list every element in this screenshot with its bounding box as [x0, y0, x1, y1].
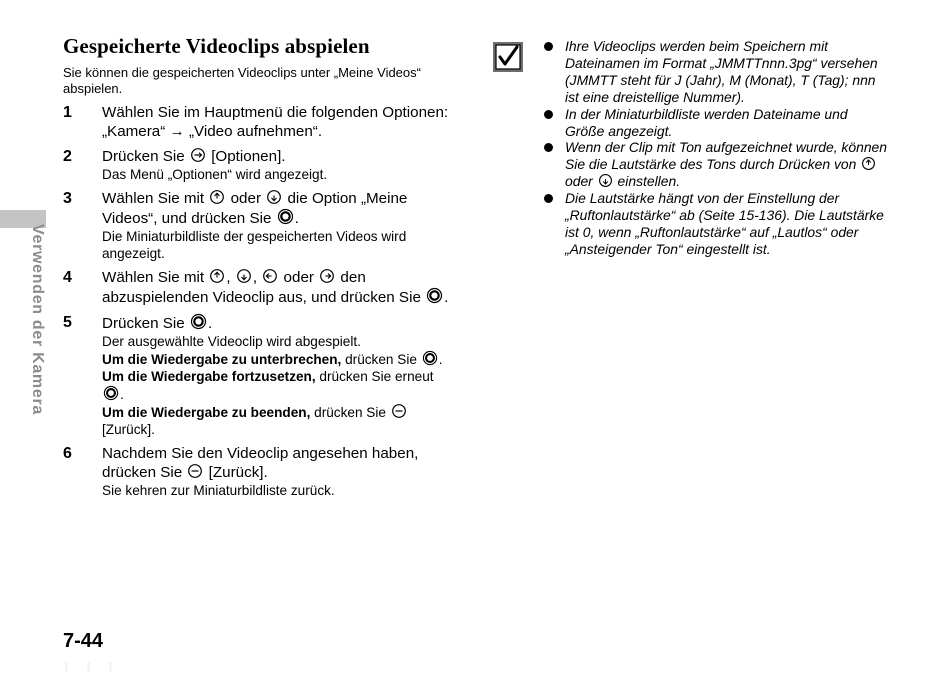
step-4-text-d: oder — [283, 269, 314, 286]
step-1-menu-kamera: „Kamera“ — [102, 123, 166, 140]
page-number: 7-44 — [63, 630, 104, 652]
note-item — [544, 106, 889, 140]
step-5 — [63, 313, 468, 438]
stop-heading: Um die Wiedergabe zu beenden, — [102, 405, 311, 420]
step-4-text-a: Wählen Sie mit — [102, 269, 205, 286]
step-1-line1: Wählen Sie im Hauptmenü die folgenden Optionen: — [102, 104, 449, 121]
step-number: 4 — [63, 269, 72, 286]
step-3-text-a: Wählen Sie mit — [102, 190, 205, 207]
step-5-text-b: . — [207, 315, 213, 332]
step-4-text-f: abzuspielenden Videoclip aus, und drücken Sie — [102, 289, 421, 306]
step-number: 1 — [63, 104, 72, 121]
bleed-through-marks: ı ı ı — [64, 656, 120, 676]
step-1-text — [102, 103, 468, 141]
note-3-text-b: oder — [565, 173, 593, 190]
nav-right-icon — [319, 268, 335, 284]
resume-heading: Um die Wiedergabe fortzusetzen, — [102, 369, 316, 384]
step-6-result: Sie kehren zur Miniaturbildliste zurück. — [102, 483, 335, 498]
step-4-comma: , — [252, 269, 258, 286]
left-softkey-icon — [187, 463, 203, 479]
step-6-text-c: [Zurück]. — [208, 464, 268, 481]
step-4 — [63, 268, 468, 307]
pause-text: drücken Sie — [345, 352, 417, 367]
step-6-text-b: drücken Sie — [102, 464, 183, 481]
nav-down-icon — [598, 173, 613, 188]
center-key-icon — [277, 208, 294, 225]
intro-text: Sie können die gespeicherten Videoclips unter „Meine Videos“ abspielen. — [63, 65, 421, 96]
note-1-text: Ihre Videoclips werden beim Speichern mit Dateinamen im Format „JMMTTnnn.3pg“ versehen (JMMTT steht für J (Jahr), M (Monat), T (Tag); nnn ist eine dreistellige Nummer). — [565, 38, 878, 105]
bullet-icon — [544, 110, 553, 119]
nav-up-icon — [209, 189, 225, 205]
step-3-text — [102, 189, 468, 228]
step-1 — [63, 103, 468, 141]
bullet-icon — [544, 143, 553, 152]
left-softkey-icon — [391, 403, 407, 419]
step-2-text-b: [Optionen]. — [211, 148, 286, 165]
bullet-icon — [544, 42, 553, 51]
nav-down-icon — [236, 268, 252, 284]
left-column — [63, 34, 468, 505]
step-4-text — [102, 268, 468, 307]
note-item — [544, 139, 889, 190]
note-3-text-c: einstellen. — [617, 173, 681, 190]
pause-end: . — [438, 352, 443, 367]
step-2-text — [102, 147, 468, 166]
step-3-text-d: Videos“, und drücken Sie — [102, 210, 272, 227]
note-2-text: In der Miniaturbildliste werden Dateiname und Größe angezeigt. — [565, 105, 848, 139]
step-number: 6 — [63, 445, 72, 462]
nav-down-icon — [266, 189, 282, 205]
step-6-text-a: Nachdem Sie den Videoclip angesehen haben, — [102, 445, 419, 462]
side-chapter-label: Verwenden der Kamera — [29, 224, 46, 415]
step-4-text-e: den — [340, 269, 366, 286]
note-item — [544, 190, 889, 258]
nav-up-icon — [209, 268, 225, 284]
step-3-text-e: . — [294, 210, 299, 227]
step-3-text-b: oder — [230, 190, 262, 207]
right-softkey-icon — [190, 147, 206, 163]
stop-end: [Zurück]. — [102, 422, 155, 437]
resume-text: drücken Sie erneut — [319, 369, 434, 384]
step-number: 5 — [63, 314, 72, 331]
center-key-icon — [103, 385, 119, 401]
step-2-result: Das Menü „Optionen“ wird angezeigt. — [102, 167, 328, 182]
step-3-text-c: die Option „Meine — [287, 190, 408, 207]
resume-end: . — [120, 387, 124, 402]
step-2-text-a: Drücken Sie — [102, 148, 185, 165]
step-6-text — [102, 444, 468, 482]
step-5-text — [102, 313, 468, 333]
center-key-icon — [426, 287, 443, 304]
bullet-icon — [544, 194, 553, 203]
nav-up-icon — [861, 156, 876, 171]
step-5-result — [102, 333, 468, 438]
step-2 — [63, 147, 468, 183]
page-title: Gespeicherte Videoclips abspielen — [63, 34, 370, 58]
step-5-sub1: Der ausgewählte Videoclip wird abgespielt. — [102, 334, 361, 349]
step-4-text-g: . — [444, 289, 449, 306]
notes-list — [544, 38, 889, 258]
step-number: 2 — [63, 148, 72, 165]
note-3-text-a: Wenn der Clip mit Ton aufgezeichnet wurde, können Sie die Lautstärke des Tons durch Drücken von — [565, 139, 887, 173]
step-4-comma: , — [226, 269, 231, 286]
step-number: 3 — [63, 190, 72, 207]
nav-left-icon — [262, 268, 278, 284]
step-6 — [63, 444, 468, 499]
step-3 — [63, 189, 468, 262]
center-key-icon — [422, 350, 438, 366]
center-key-icon — [190, 313, 207, 330]
step-1-menu-video: „Video aufnehmen“. — [188, 123, 323, 140]
step-5-text-a: Drücken Sie — [102, 315, 185, 332]
note-item — [544, 38, 889, 106]
stop-text: drücken Sie — [314, 405, 386, 420]
note-check-icon — [492, 41, 524, 73]
pause-heading: Um die Wiedergabe zu unterbrechen, — [102, 352, 342, 367]
step-3-result: Die Miniaturbildliste der gespeicherten Videos wird angezeigt. — [102, 229, 407, 261]
note-4-text: Die Lautstärke hängt von der Einstellung der „Ruftonlautstärke“ ab (Seite 15-136). Die Lautstärke ist 0, wenn „Ruftonlautstärke“ auf „Lautlos“ oder „Ansteigender Ton“ eingestellt ist. — [565, 190, 884, 257]
arrow-icon: → — [169, 123, 185, 140]
